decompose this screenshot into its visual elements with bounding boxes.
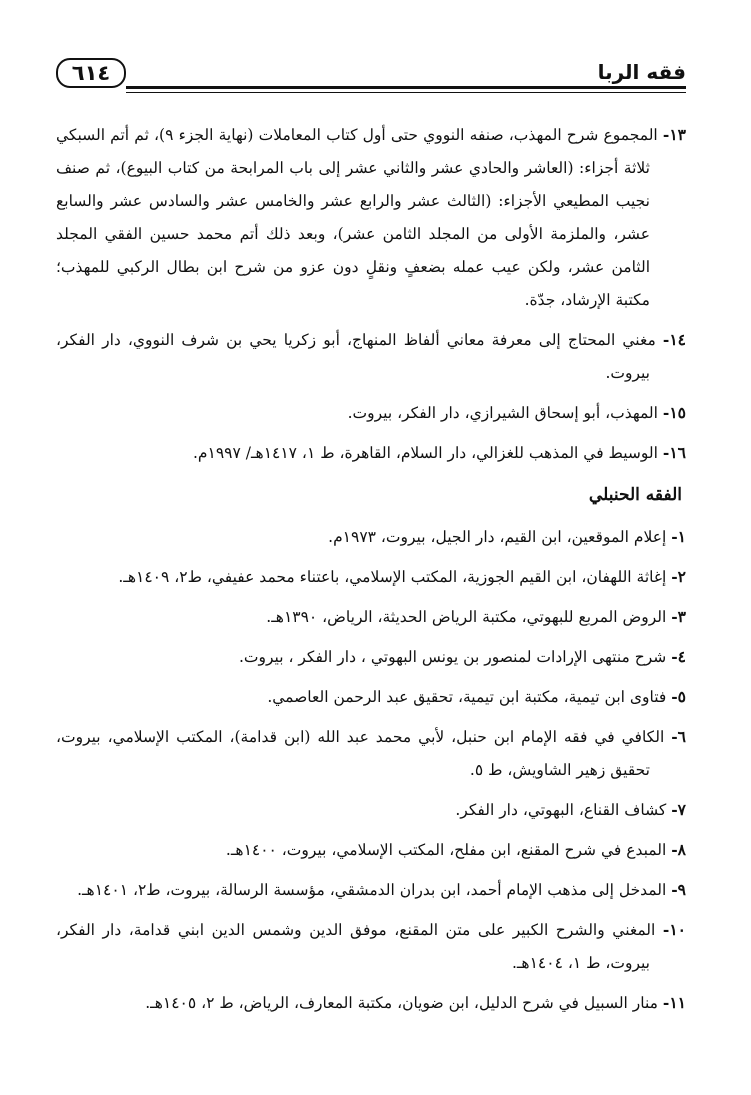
entry-number: ١٠- (662, 920, 686, 939)
entry-number: ١- (671, 527, 686, 546)
bibliography-content (56, 118, 686, 1026)
entry-number: ١٥- (662, 403, 686, 422)
entry-text: الروض المربع للبهوتي، مكتبة الرياض الحديثة، الرياض، ١٣٩٠هـ. (266, 608, 667, 626)
entry-number: ٨- (671, 840, 686, 859)
entry-text: شرح منتهى الإرادات لمنصور بن يونس البهوتي ، دار الفكر ، بيروت. (238, 648, 667, 666)
bibliography-entry (56, 520, 686, 554)
entry-text: الكافي في فقه الإمام ابن حنبل، لأبي محمد عبد الله (ابن قدامة)، المكتب الإسلامي، بيروت، تحقيق زهير الشاويش، ط ٥. (56, 728, 665, 779)
entry-text: المبدع في شرح المقنع، ابن مفلح، المكتب الإسلامي، بيروت، ١٤٠٠هـ. (225, 841, 667, 859)
header-rule-thin (126, 92, 686, 93)
bibliography-entry (56, 680, 686, 714)
entry-text: مغني المحتاج إلى معرفة معاني ألفاظ المنهاج، أبو زكريا يحي بن شرف النووي، دار الفكر، بيروت. (56, 331, 656, 382)
entry-text: المجموع شرح المهذب، صنفه النووي حتى أول كتاب المعاملات (نهاية الجزء ٩)، ثم أتم السبكي ثلاثة أجزاء: (العاشر والحادي عشر والثاني عشر إلى باب المرابحة من كتاب البيوع)، ثم صنف نجيب المطيعي الأجزاء: (الثالث عشر والرابع عشر والخامس عشر والسادس عشر والسابع عشر، والملزمة الأولى من المجلد الثامن عشر)، وبعد ذلك أتم محمد حسين الفقي المجلد الثامن عشر، ولكن عيب عمله بضعفٍ ونقلٍ دون عزو من شرح ابن بطال الركبي للمهذب؛ مكتبة الإرشاد، جدّة. (56, 126, 658, 309)
entry-number: ٣- (671, 607, 686, 626)
bibliography-entry (56, 323, 686, 390)
running-title: فقه الربا (597, 60, 686, 84)
entry-number: ٦- (671, 727, 686, 746)
entry-text: إعلام الموقعين، ابن القيم، دار الجيل، بيروت، ١٩٧٣م. (328, 528, 667, 546)
entry-number: ١٤- (662, 330, 686, 349)
entry-number: ٢- (671, 567, 686, 586)
entry-number: ٥- (671, 687, 686, 706)
entry-text: الوسيط في المذهب للغزالي، دار السلام، القاهرة، ط ١، ١٤١٧هـ/ ١٩٩٧م. (192, 444, 658, 462)
hanbali-entries (56, 520, 686, 1020)
entry-number: ٩- (671, 880, 686, 899)
entry-number: ١٣- (662, 125, 686, 144)
entry-number: ١١- (662, 993, 686, 1012)
entry-number: ٤- (671, 647, 686, 666)
bibliography-entry (56, 873, 686, 907)
entry-text: المدخل إلى مذهب الإمام أحمد، ابن بدران الدمشقي، مؤسسة الرسالة، بيروت، ط٢، ١٤٠١هـ. (77, 881, 667, 899)
bibliography-entry (56, 640, 686, 674)
entry-number: ٧- (671, 800, 686, 819)
bibliography-entry (56, 720, 686, 787)
bibliography-entry (56, 793, 686, 827)
shafii-entries-continued (56, 118, 686, 470)
bibliography-entry (56, 560, 686, 594)
bibliography-entry (56, 986, 686, 1020)
entry-text: المهذب، أبو إسحاق الشيرازي، دار الفكر، بيروت. (347, 404, 658, 422)
bibliography-entry (56, 118, 686, 317)
page-header (56, 58, 686, 98)
entry-text: المغني والشرح الكبير على متن المقنع، موفق الدين وشمس الدين ابني قدامة، دار الفكر، بيروت، ط ١، ١٤٠٤هـ. (56, 921, 656, 972)
section-heading: الفقه الحنبلي (588, 485, 682, 505)
page-number: ٦١٤ (56, 58, 126, 88)
entry-text: إغاثة اللهفان، ابن القيم الجوزية، المكتب الإسلامي، باعتناء محمد عفيفي، ط٢، ١٤٠٩هـ. (118, 568, 667, 586)
entry-text: منار السبيل في شرح الدليل، ابن ضويان، مكتبة المعارف، الرياض، ط ٢، ١٤٠٥هـ. (145, 994, 658, 1012)
bibliography-entry (56, 396, 686, 430)
bibliography-entry (56, 436, 686, 470)
bibliography-entry (56, 833, 686, 867)
entry-text: كشاف القناع، البهوتي، دار الفكر. (455, 801, 667, 819)
bibliography-entry (56, 600, 686, 634)
header-rule (126, 86, 686, 89)
bibliography-entry (56, 913, 686, 980)
entry-text: فتاوى ابن تيمية، مكتبة ابن تيمية، تحقيق عبد الرحمن العاصمي. (267, 688, 667, 706)
entry-number: ١٦- (662, 443, 686, 462)
